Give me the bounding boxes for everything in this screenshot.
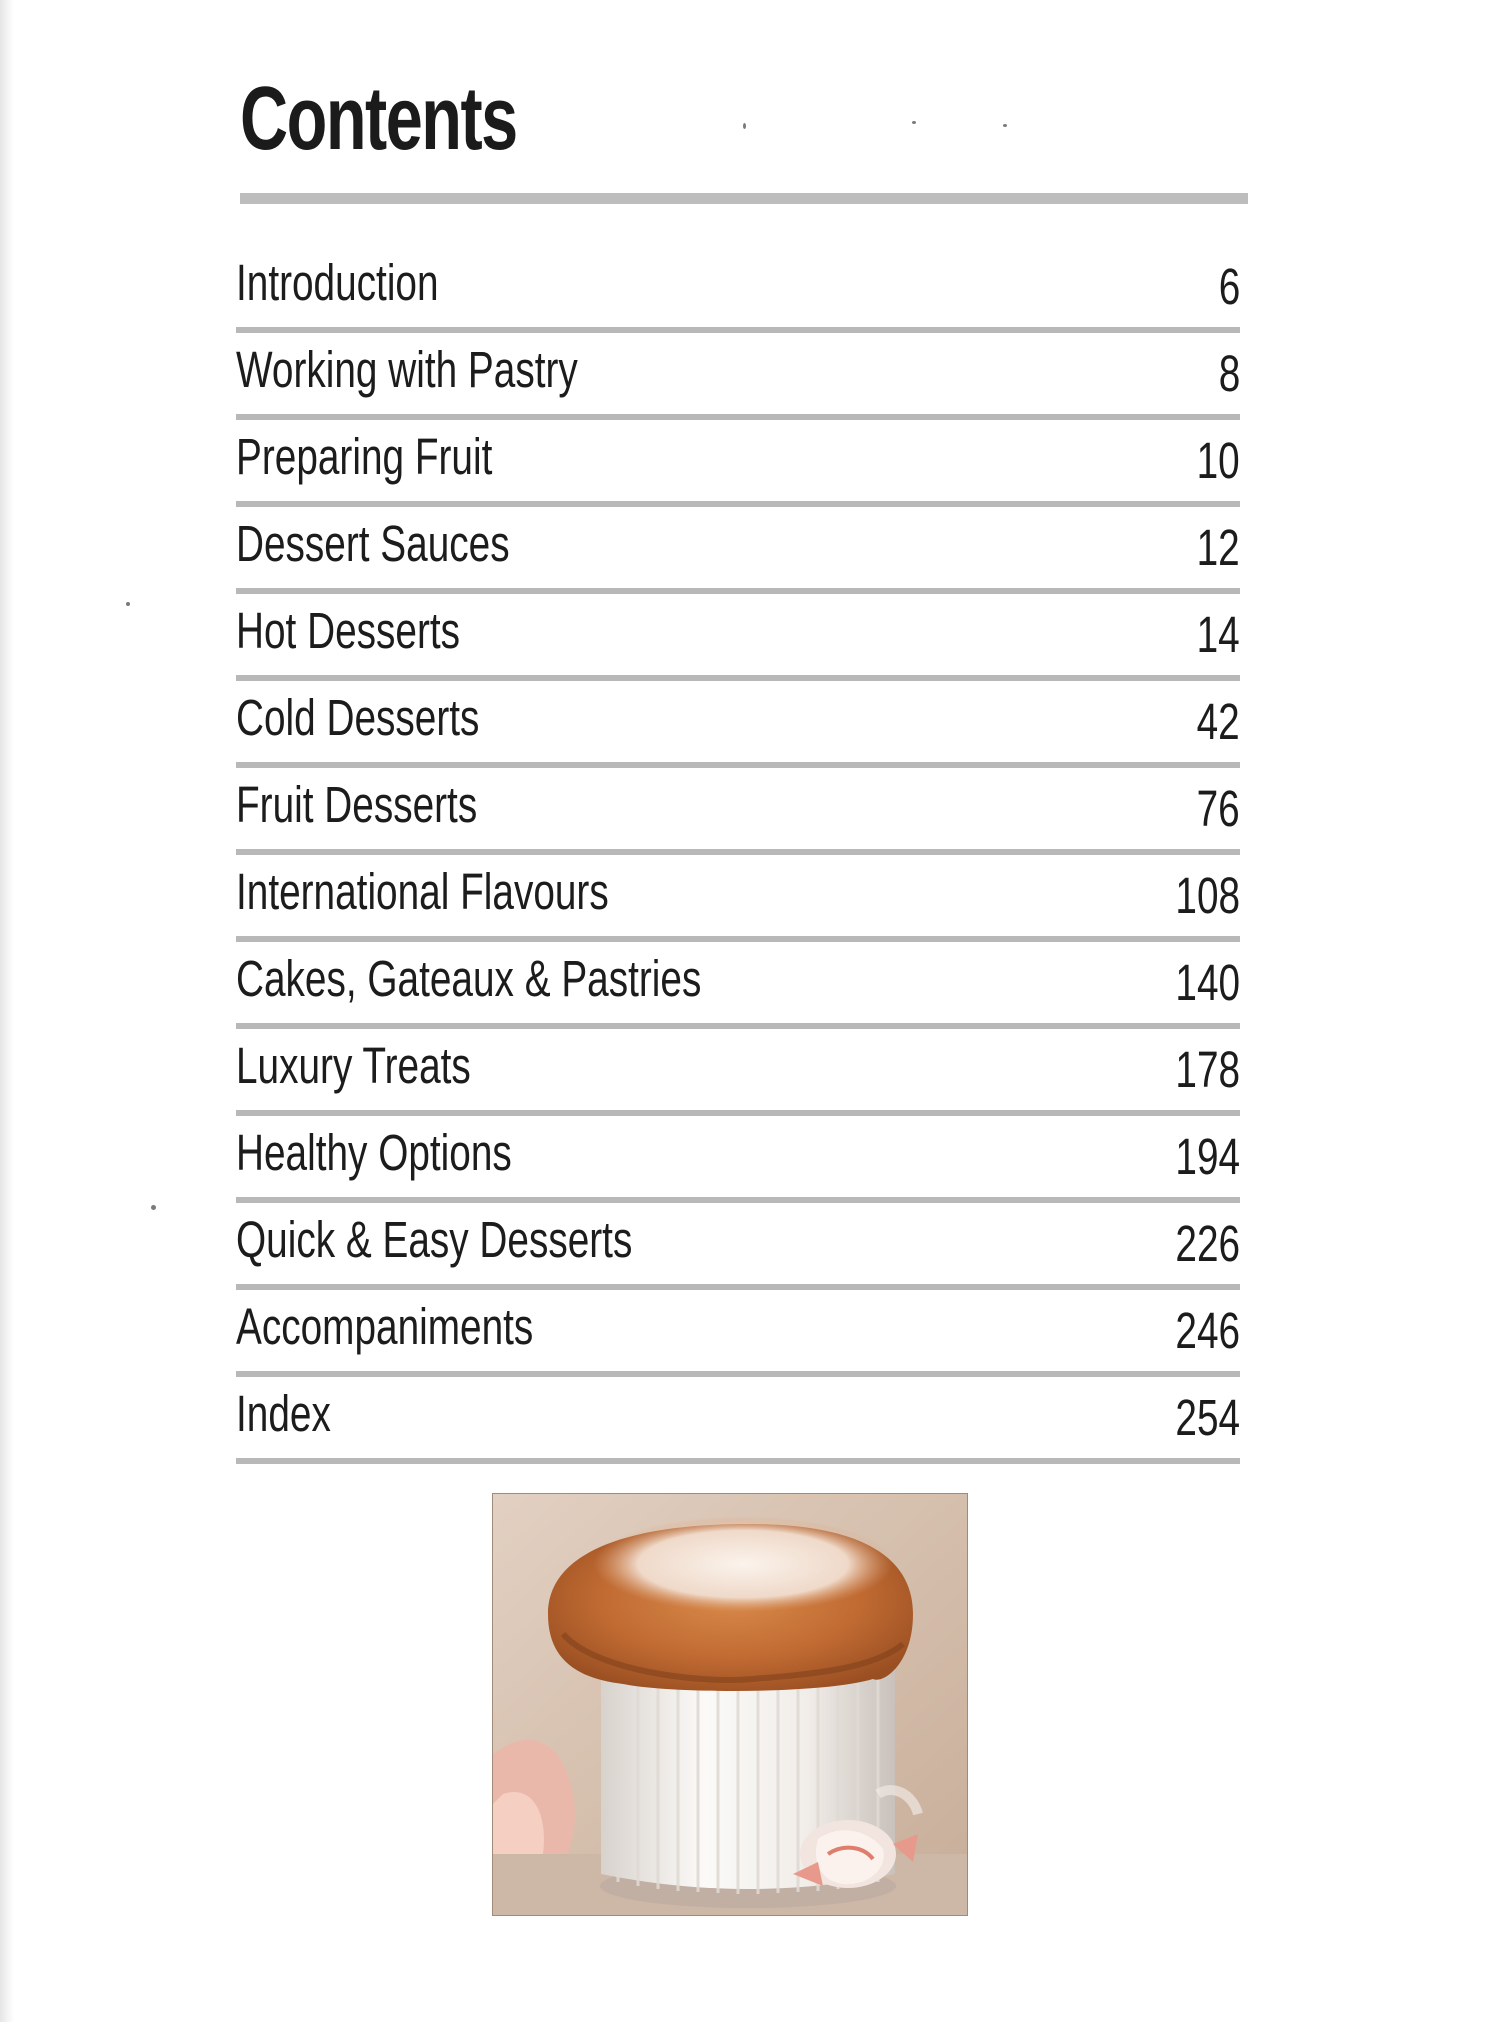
toc-entry-label: Quick & Easy Desserts	[236, 1211, 633, 1268]
paper-speck	[743, 123, 746, 129]
toc-row[interactable]	[236, 942, 1240, 1029]
toc-page-number: 8	[1218, 345, 1240, 402]
toc-page-number: 76	[1196, 780, 1240, 837]
toc-page-number: 246	[1175, 1302, 1240, 1359]
toc-row[interactable]	[236, 507, 1240, 594]
toc-row[interactable]	[236, 246, 1240, 333]
toc-page-number: 140	[1175, 954, 1240, 1011]
toc-page-number: 226	[1175, 1215, 1240, 1272]
toc-row[interactable]	[236, 681, 1240, 768]
toc-row[interactable]	[236, 333, 1240, 420]
toc-row[interactable]	[236, 1203, 1240, 1290]
paper-speck	[151, 1205, 156, 1210]
title-rule	[240, 193, 1248, 204]
toc-row[interactable]	[236, 855, 1240, 942]
toc-entry-label: Cakes, Gateaux & Pastries	[236, 950, 702, 1007]
page-edge-shadow	[0, 0, 14, 2022]
toc-entry-label: Hot Desserts	[236, 602, 461, 659]
toc-page-number: 42	[1196, 693, 1240, 750]
toc-row[interactable]	[236, 1290, 1240, 1377]
table-of-contents	[236, 246, 1240, 1464]
toc-rule	[236, 1458, 1240, 1464]
toc-page-number: 108	[1175, 867, 1240, 924]
page-title: Contents	[240, 69, 517, 169]
toc-page-number: 6	[1218, 258, 1240, 315]
toc-entry-label: Introduction	[236, 254, 439, 311]
toc-page-number: 178	[1175, 1041, 1240, 1098]
toc-row[interactable]	[236, 594, 1240, 681]
toc-row[interactable]	[236, 1029, 1240, 1116]
toc-row[interactable]	[236, 1377, 1240, 1464]
toc-entry-label: International Flavours	[236, 863, 609, 920]
toc-entry-label: Working with Pastry	[236, 341, 578, 398]
toc-page-number: 14	[1196, 606, 1240, 663]
toc-entry-label: Fruit Desserts	[236, 776, 478, 833]
toc-page-number: 254	[1175, 1389, 1240, 1446]
souffle-photo	[492, 1493, 968, 1916]
toc-entry-label: Cold Desserts	[236, 689, 480, 746]
toc-entry-label: Accompaniments	[236, 1298, 534, 1355]
toc-page-number: 194	[1175, 1128, 1240, 1185]
toc-entry-label: Preparing Fruit	[236, 428, 493, 485]
toc-page-number: 12	[1196, 519, 1240, 576]
toc-row[interactable]	[236, 768, 1240, 855]
toc-row[interactable]	[236, 1116, 1240, 1203]
paper-speck	[912, 121, 916, 124]
toc-entry-label: Dessert Sauces	[236, 515, 510, 572]
paper-speck	[126, 602, 130, 606]
toc-entry-label: Index	[236, 1385, 331, 1442]
toc-page-number: 10	[1196, 432, 1240, 489]
toc-entry-label: Luxury Treats	[236, 1037, 471, 1094]
souffle-illustration	[493, 1494, 967, 1915]
toc-row[interactable]	[236, 420, 1240, 507]
toc-entry-label: Healthy Options	[236, 1124, 512, 1181]
paper-speck	[1003, 124, 1007, 127]
